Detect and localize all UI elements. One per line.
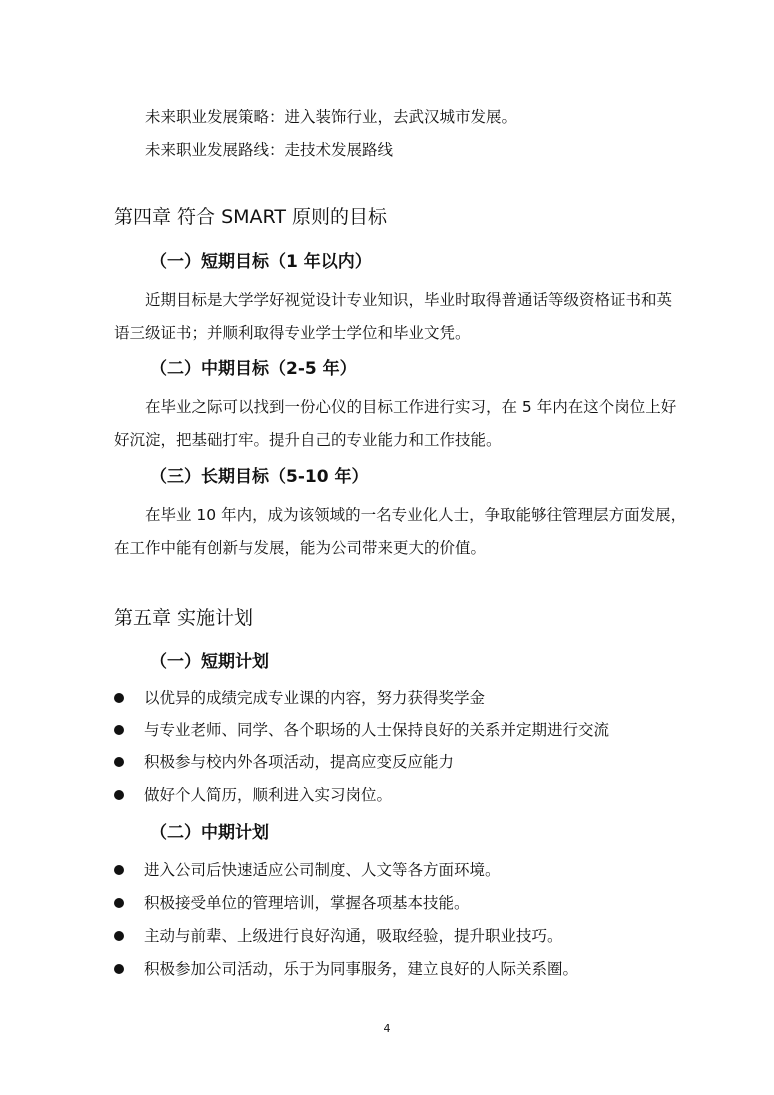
long-term-goal-text-2: 在工作中能有创新与发展，能为公司带来更大的价值。 (114, 539, 487, 557)
page-number: 4 (383, 1022, 391, 1035)
mid-plan-item-text: 积极接受单位的管理培训，掌握各项基本技能。 (144, 894, 470, 912)
mid-term-goal-text-2: 好沉淀，把基础打牢。提升自己的专业能力和工作技能。 (114, 431, 502, 449)
bullet-icon (114, 865, 124, 875)
short-plan-item-text: 以优异的成绩完成专业课的内容，努力获得奖学金 (144, 689, 486, 707)
bullet-icon (114, 964, 124, 974)
long-term-goal-text-1: 在毕业 10 年内，成为该领域的一名专业化人士，争取能够往管理层方面发展， (145, 506, 687, 524)
long-term-goal-heading: （三）长期目标（5-10 年） (150, 467, 369, 487)
short-term-goal-text-1: 近期目标是大学学好视觉设计专业知识，毕业时取得普通话等级资格证书和英 (145, 291, 673, 309)
mid-term-plan-heading: （二）中期计划 (150, 823, 269, 843)
short-plan-item-text: 积极参与校内外各项活动，提高应变反应能力 (144, 753, 455, 771)
bullet-icon (114, 757, 124, 767)
bullet-icon (114, 931, 124, 941)
chapter-4-title: 第四章 符合 SMART 原则的目标 (114, 206, 387, 228)
short-plan-item-text: 做好个人简历，顺利进入实习岗位。 (144, 786, 393, 804)
chapter-5-title: 第五章 实施计划 (114, 607, 254, 629)
mid-plan-item-text: 积极参加公司活动，乐于为同事服务，建立良好的人际关系圈。 (144, 960, 579, 978)
short-term-plan-heading: （一）短期计划 (150, 652, 269, 672)
short-plan-item-text: 与专业老师、同学、各个职场的人士保持良好的关系并定期进行交流 (144, 721, 610, 739)
short-term-goal-heading: （一）短期目标（1 年以内） (150, 252, 372, 272)
bullet-icon (114, 898, 124, 908)
career-strategy-text: 未来职业发展策略：进入装饰行业，去武汉城市发展。 (145, 108, 518, 126)
short-term-goal-text-2: 语三级证书；并顺利取得专业学士学位和毕业文凭。 (114, 324, 471, 342)
bullet-icon (114, 725, 124, 735)
bullet-icon (114, 790, 124, 800)
mid-plan-item-text: 主动与前辈、上级进行良好沟通，吸取经验，提升职业技巧。 (144, 927, 563, 945)
mid-term-goal-text-1: 在毕业之际可以找到一份心仪的目标工作进行实习，在 5 年内在这个岗位上好 (145, 398, 677, 416)
career-route-text: 未来职业发展路线：走技术发展路线 (145, 141, 394, 159)
bullet-icon (114, 693, 124, 703)
mid-term-goal-heading: （二）中期目标（2-5 年） (150, 359, 357, 379)
mid-plan-item-text: 进入公司后快速适应公司制度、人文等各方面环境。 (144, 861, 501, 879)
